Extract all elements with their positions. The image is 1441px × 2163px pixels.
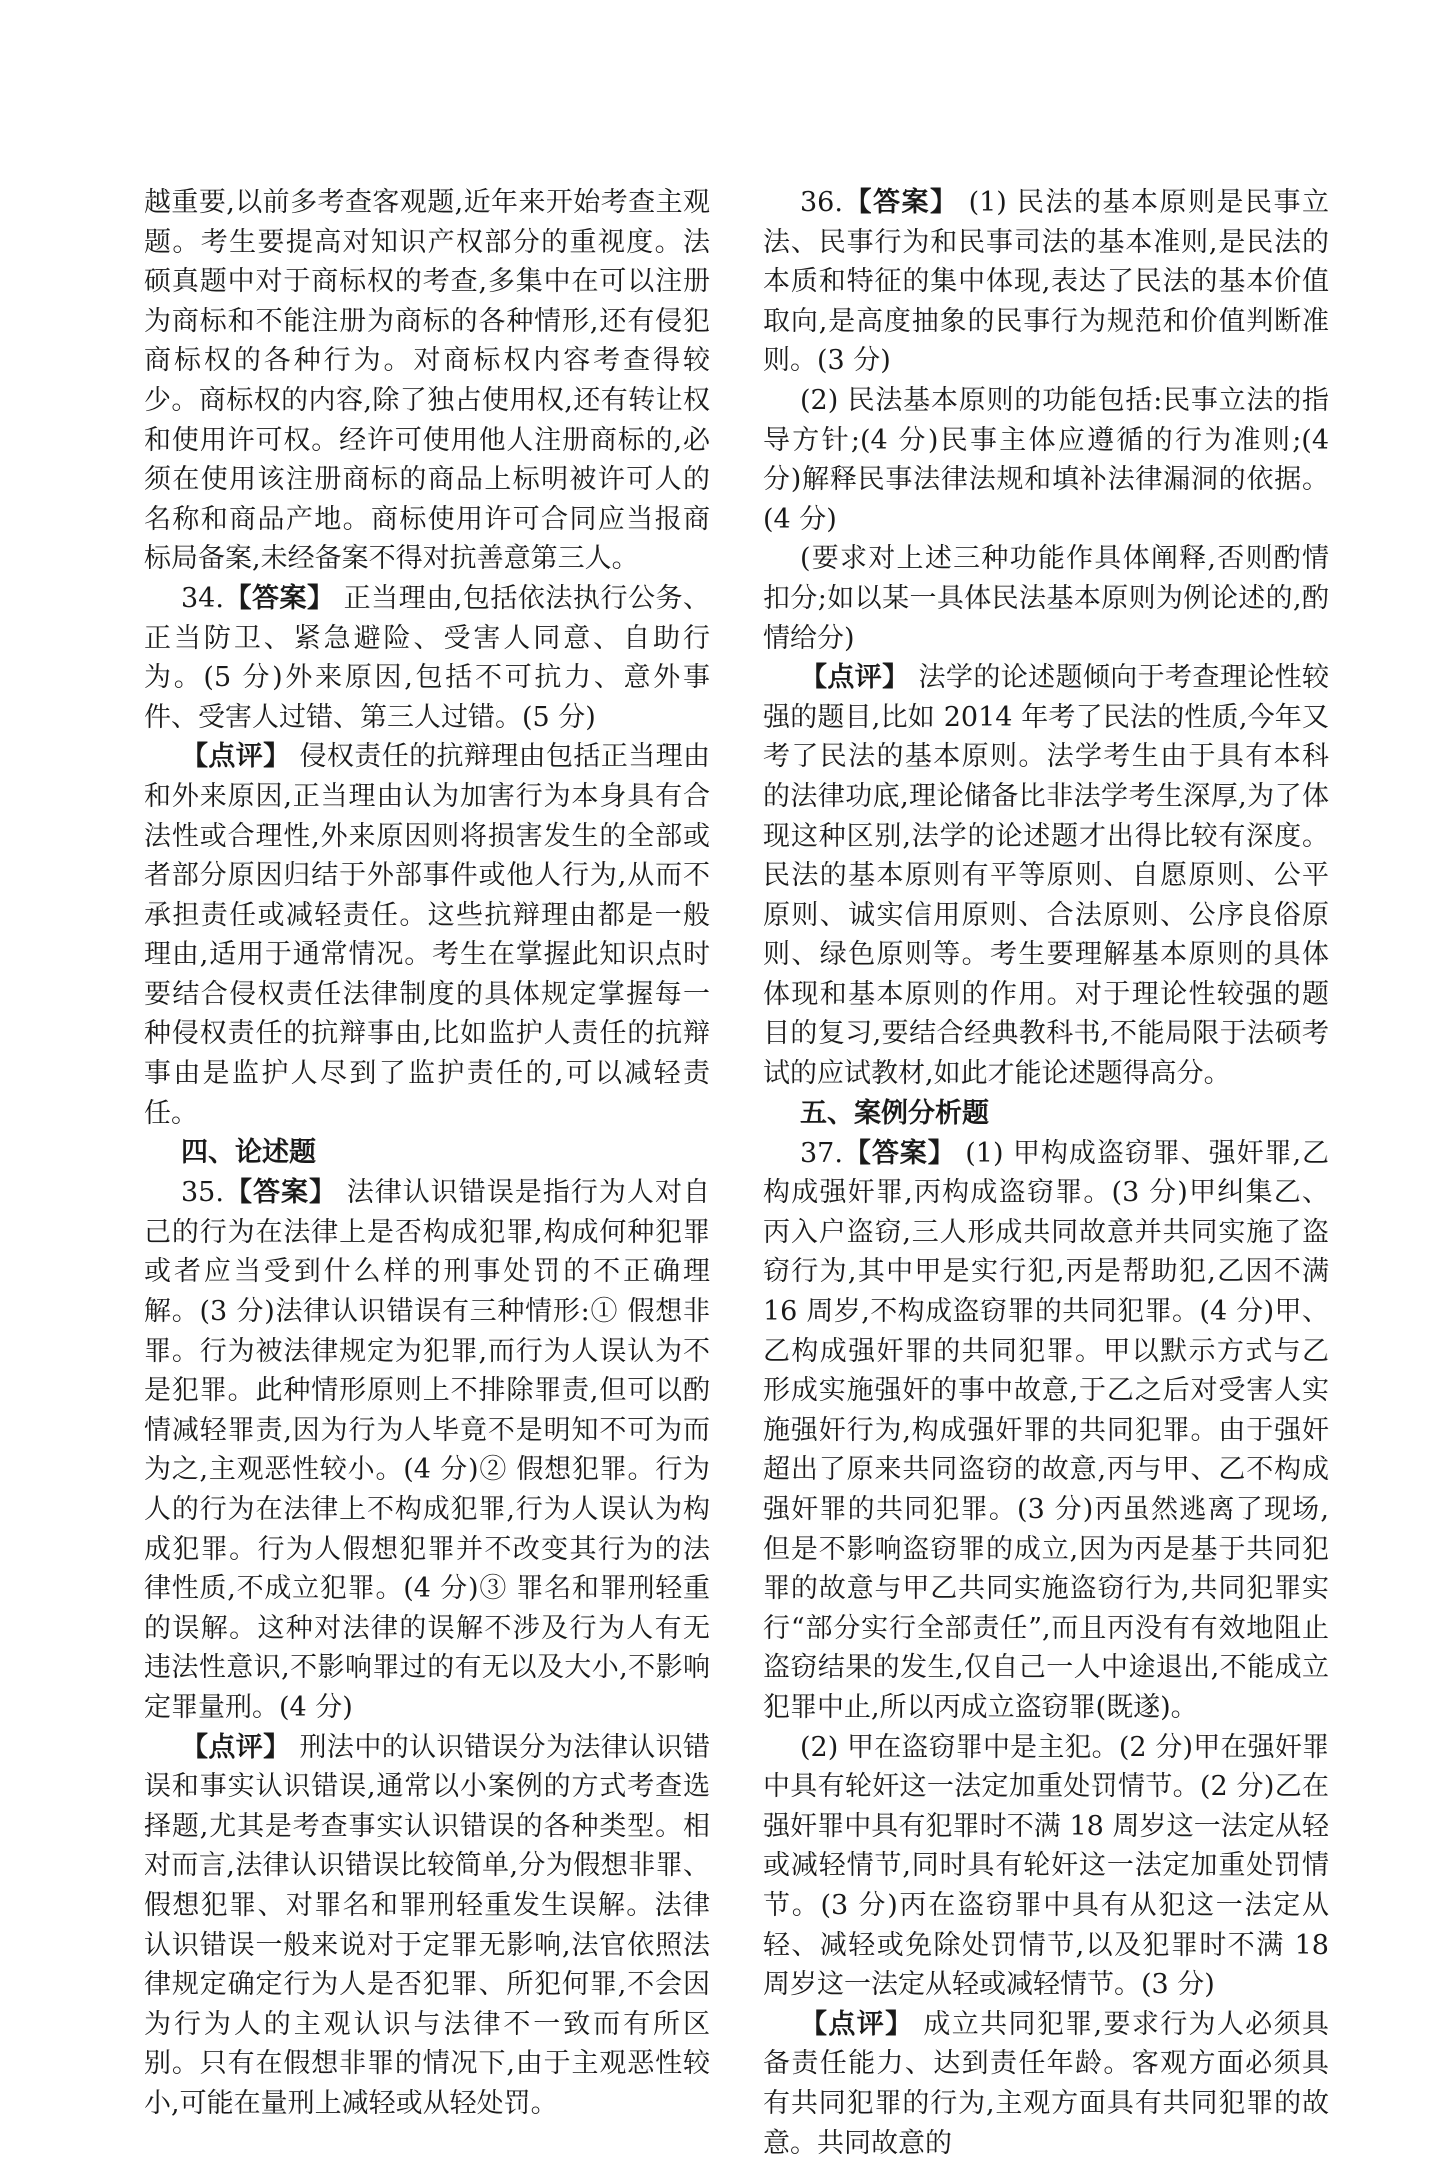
answer-tag: 【答案】 (842, 187, 959, 218)
paragraph-trademark-continued: 越重要,以前多考查客观题,近年来开始考查主观题。考生要提高对知识产权部分的重视度。法硕真题中对于商标权的考查,多集中在可以注册为商标和不能注册为商标的各种情形,还有侵犯商标权的各种行为。对商标权内容考查得较少。商标权的内容,除了独占使用权,还有转让权和使用许可权。经许可使用他人注册商标的,必须在使用该注册商标的商品上标明被许可人的名称和商品产地。商标使用许可合同应当报商标局备案,未经备案不得对抗善意第三人。 (144, 187, 710, 575)
answer-37 (763, 1134, 1329, 1728)
section-heading-case-analysis: 五、案例分析题 (800, 1097, 989, 1129)
comment-tag: 【点评】 (800, 2008, 914, 2040)
right-column (763, 183, 1329, 2163)
answer-36-note: (要求对上述三种功能作具体阐释,否则酌情扣分;如以某一具体民法基本原则为例论述的,酌情给分) (763, 543, 1329, 654)
left-column (144, 183, 710, 2124)
comment-tag: 【点评】 (800, 662, 910, 694)
comment-text: 刑法中的认识错误分为法律认识错误和事实认识错误,通常以小案例的方式考查选择题,尤其是考查事实认识错误的各种类型。相对而言,法律认识错误比较简单,分为假想非罪、假想犯罪、对罪名和罪刑轻重发生误解。法律认识错误一般来说对于定罪无影响,法官依照法律规定确定行为人是否犯罪、所犯何罪,不会因为行为人的主观认识与法律不一致而有所区别。只有在假想非罪的情况下,由于主观恶性较小,可能在量刑上减轻或从轻处罚。 (144, 1731, 710, 2119)
comment-text: 侵权责任的抗辩理由包括正当理由和外来原因,正当理由认为加害行为本身具有合法性或合理性,外来原因则将损害发生的全部或者部分原因归结于外部事件或他人行为,从而不承担责任或减轻责任。这些抗辩理由都是一般理由,适用于通常情况。考生在掌握此知识点时要结合侵权责任法律制度的具体规定掌握每一种侵权责任的抗辩事由,比如监护人责任的抗辩事由是监护人尽到了监护责任的,可以减轻责任。 (144, 741, 710, 1129)
comment-tag: 【点评】 (181, 1731, 291, 1763)
answer-36-part2: (2) 民法基本原则的功能包括:民事立法的指导方针;(4 分)民事主体应遵循的行为准则;(4 分)解释民事法律法规和填补法律漏洞的依据。(4 分) (763, 384, 1329, 535)
comment-text: 法学的论述题倾向于考查理论性较强的题目,比如 2014 年考了民法的性质,今年又考了民法的基本原则。法学考生由于具有本科的法律功底,理论储备比非法学考生深厚,为了体现这种区别,法学的论述题才出得比较有深度。民法的基本原则有平等原则、自愿原则、公平原则、诚实信用原则、合法原则、公序良俗原则、绿色原则等。考生要理解基本原则的具体体现和基本原则的作用。对于理论性较强的题目的复习,要结合经典教科书,不能局限于法硕考试的应试教材,如此才能论述题得高分。 (763, 662, 1329, 1090)
comment-34 (144, 737, 710, 1133)
answer-tag: 【答案】 (223, 582, 335, 614)
answer-text: (1) 民法的基本原则是民事立法、民事行为和民事司法的基本准则,是民法的本质和特征的集中体现,表达了民法的基本价值取向,是高度抽象的民事行为规范和价值判断准则。(3 分) (763, 187, 1329, 377)
answer-35 (144, 1173, 710, 1727)
comment-37 (763, 2005, 1329, 2163)
comment-35 (144, 1728, 710, 2124)
answer-tag: 【答案】 (842, 1137, 956, 1169)
question-number: 34. (181, 582, 224, 614)
question-number: 37. (800, 1137, 843, 1169)
answer-text: 法律认识错误是指行为人对自己的行为在法律上是否构成犯罪,构成何种犯罪或者应当受到什么样的刑事处罚的不正确理解。(3 分)法律认识错误有三种情形:① 假想非罪。行为被法律规定为犯罪,而行为人误认为不是犯罪。此种情形原则上不排除罪责,但可以酌情减轻罪责,因为行为人毕竟不是明知不可为而为之,主观恶性较小。(4 分)② 假想犯罪。行为人的行为在法律上不构成犯罪,行为人误认为构成犯罪。行为人假想犯罪并不改变其行为的法律性质,不成立犯罪。(4 分)③ 罪名和罪刑轻重的误解。这种对法律的误解不涉及行为人有无违法性意识,不影响罪过的有无以及大小,不影响定罪量刑。(4 分) (144, 1177, 711, 1723)
answer-tag: 【答案】 (223, 1177, 338, 1209)
question-number: 35. (181, 1177, 224, 1209)
comment-36 (763, 658, 1329, 1094)
question-number: 36. (800, 187, 843, 218)
answer-34 (144, 579, 710, 737)
answer-37-part2: (2) 甲在盗窃罪中是主犯。(2 分)甲在强奸罪中具有轮奸这一法定加重处罚情节。(2 分)乙在强奸罪中具有犯罪时不满 18 周岁这一法定从轻或减轻情节,同时具有轮奸这一法定加重处罚情节。(3 分)丙在盗窃罪中具有从犯这一法定从轻、减轻或免除处罚情节,以及犯罪时不满 18 周岁这一法定从轻或减轻情节。(3 分) (763, 1731, 1329, 2001)
answer-36 (763, 183, 1329, 381)
comment-tag: 【点评】 (181, 741, 291, 773)
answer-text: 正当理由,包括依法执行公务、正当防卫、紧急避险、受害人同意、自助行为。(5 分)外来原因,包括不可抗力、意外事件、受害人过错、第三人过错。(5 分) (144, 582, 711, 733)
answer-text: (1) 甲构成盗窃罪、强奸罪,乙构成强奸罪,丙构成盗窃罪。(3 分)甲纠集乙、丙入户盗窃,三人形成共同故意并共同实施了盗窃行为,其中甲是实行犯,丙是帮助犯,乙因不满 16 周岁,不构成盗窃罪的共同犯罪。(4 分)甲、乙构成强奸罪的共同犯罪。甲以默示方式与乙形成实施强奸的事中故意,于乙之后对受害人实施强奸行为,构成强奸罪的共同犯罪。由于强奸超出了原来共同盗窃的故意,丙与甲、乙不构成强奸罪的共同犯罪。(3 分)丙虽然逃离了现场,但是不影响盗窃罪的成立,因为丙是基于共同犯罪的故意与甲乙共同实施盗窃行为,共同犯罪实行“部分实行全部责任”,而且丙没有有效地阻止盗窃结果的发生,仅自己一人中途退出,不能成立犯罪中止,所以丙成立盗窃罪(既遂)。 (763, 1137, 1330, 1723)
section-heading-essay: 四、论述题 (181, 1137, 316, 1169)
comment-text: 成立共同犯罪,要求行为人必须具备责任能力、达到责任年龄。客观方面必须具有共同犯罪的行为,主观方面具有共同犯罪的故意。共同故意的 (763, 2008, 1329, 2159)
